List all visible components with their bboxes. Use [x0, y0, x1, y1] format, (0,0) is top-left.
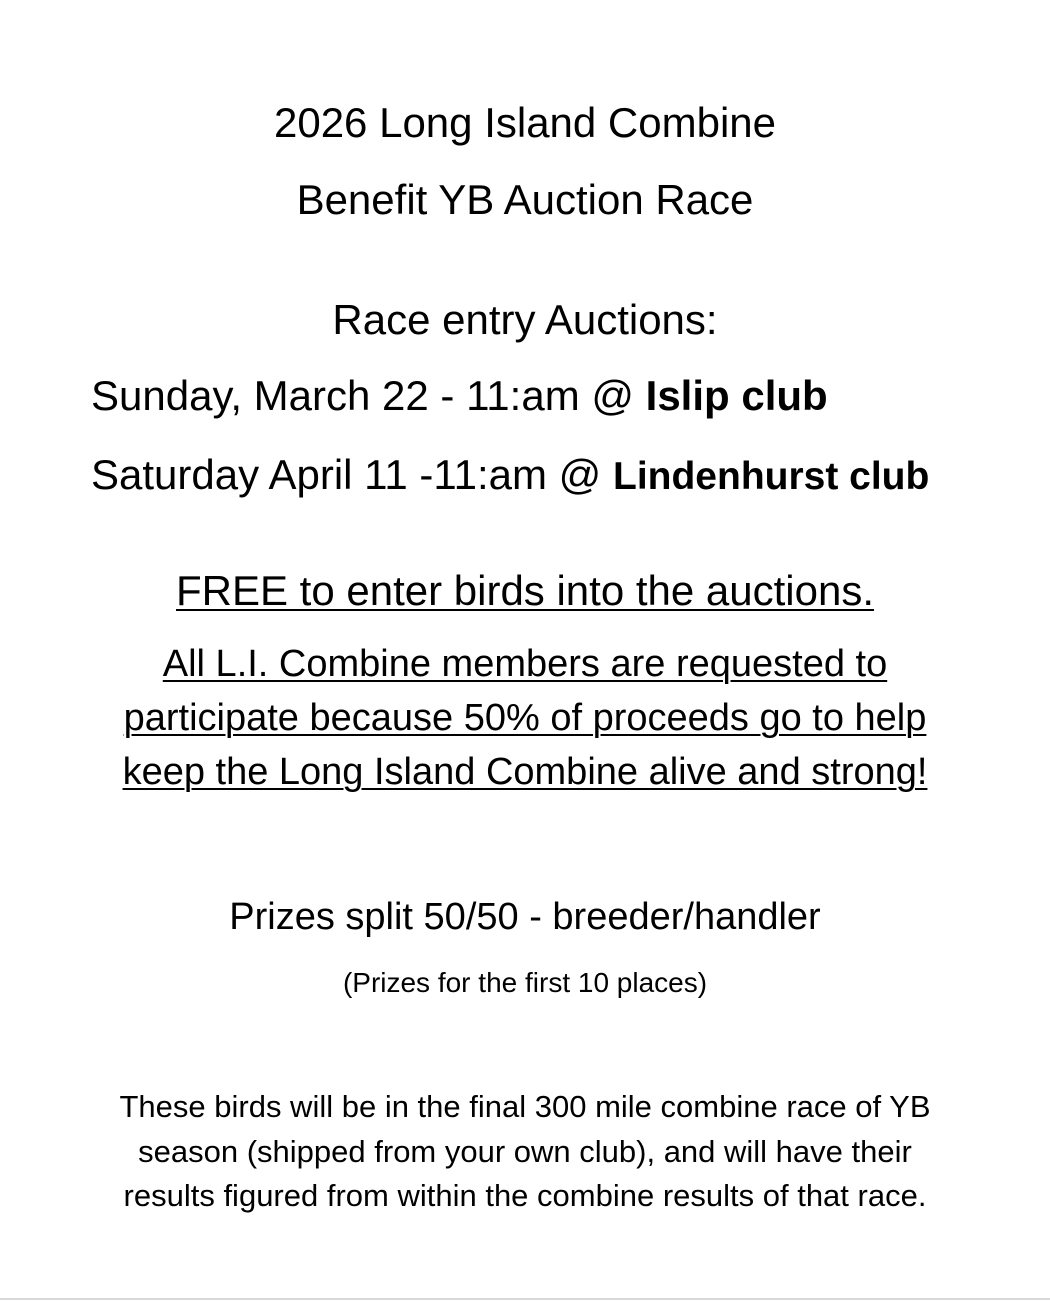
auction-location: Lindenhurst club [613, 455, 930, 498]
auction-item-lindenhurst [91, 451, 930, 498]
flyer-title-line-2: Benefit YB Auction Race [296, 176, 754, 223]
details-line-1: These birds will be in the final 300 mile combine race of YB [119, 1089, 931, 1124]
details-line-2: season (shipped from your own club), and will have their [138, 1134, 912, 1169]
free-entry-text: FREE to enter birds into the auctions. [175, 567, 875, 614]
members-request-line-2 [0, 699, 1050, 737]
auction-item-islip [91, 372, 828, 419]
auction-date-time: Saturday April 11 -11:am @ [91, 451, 613, 498]
flyer-title-line-1: 2026 Long Island Combine [273, 99, 777, 146]
page-bottom-divider [0, 1298, 1050, 1300]
prizes-split: Prizes split 50/50 - breeder/handler [229, 896, 821, 938]
members-request-text: keep the Long Island Combine alive and strong! [122, 751, 928, 793]
members-request-text: All L.I. Combine members are requested to [162, 643, 888, 685]
free-entry-notice [0, 567, 1050, 614]
auctions-heading: Race entry Auctions: [332, 296, 718, 343]
details-line-3: results figured from within the combine results of that race. [123, 1178, 927, 1213]
auction-location: Islip club [645, 372, 828, 419]
prizes-note: (Prizes for the first 10 places) [342, 967, 708, 998]
members-request-text: participate because 50% of proceeds go to help [123, 697, 927, 739]
members-request-line-1 [0, 645, 1050, 683]
members-request-line-3 [0, 753, 1050, 791]
auction-date-time: Sunday, March 22 - 11:am @ [91, 372, 646, 419]
